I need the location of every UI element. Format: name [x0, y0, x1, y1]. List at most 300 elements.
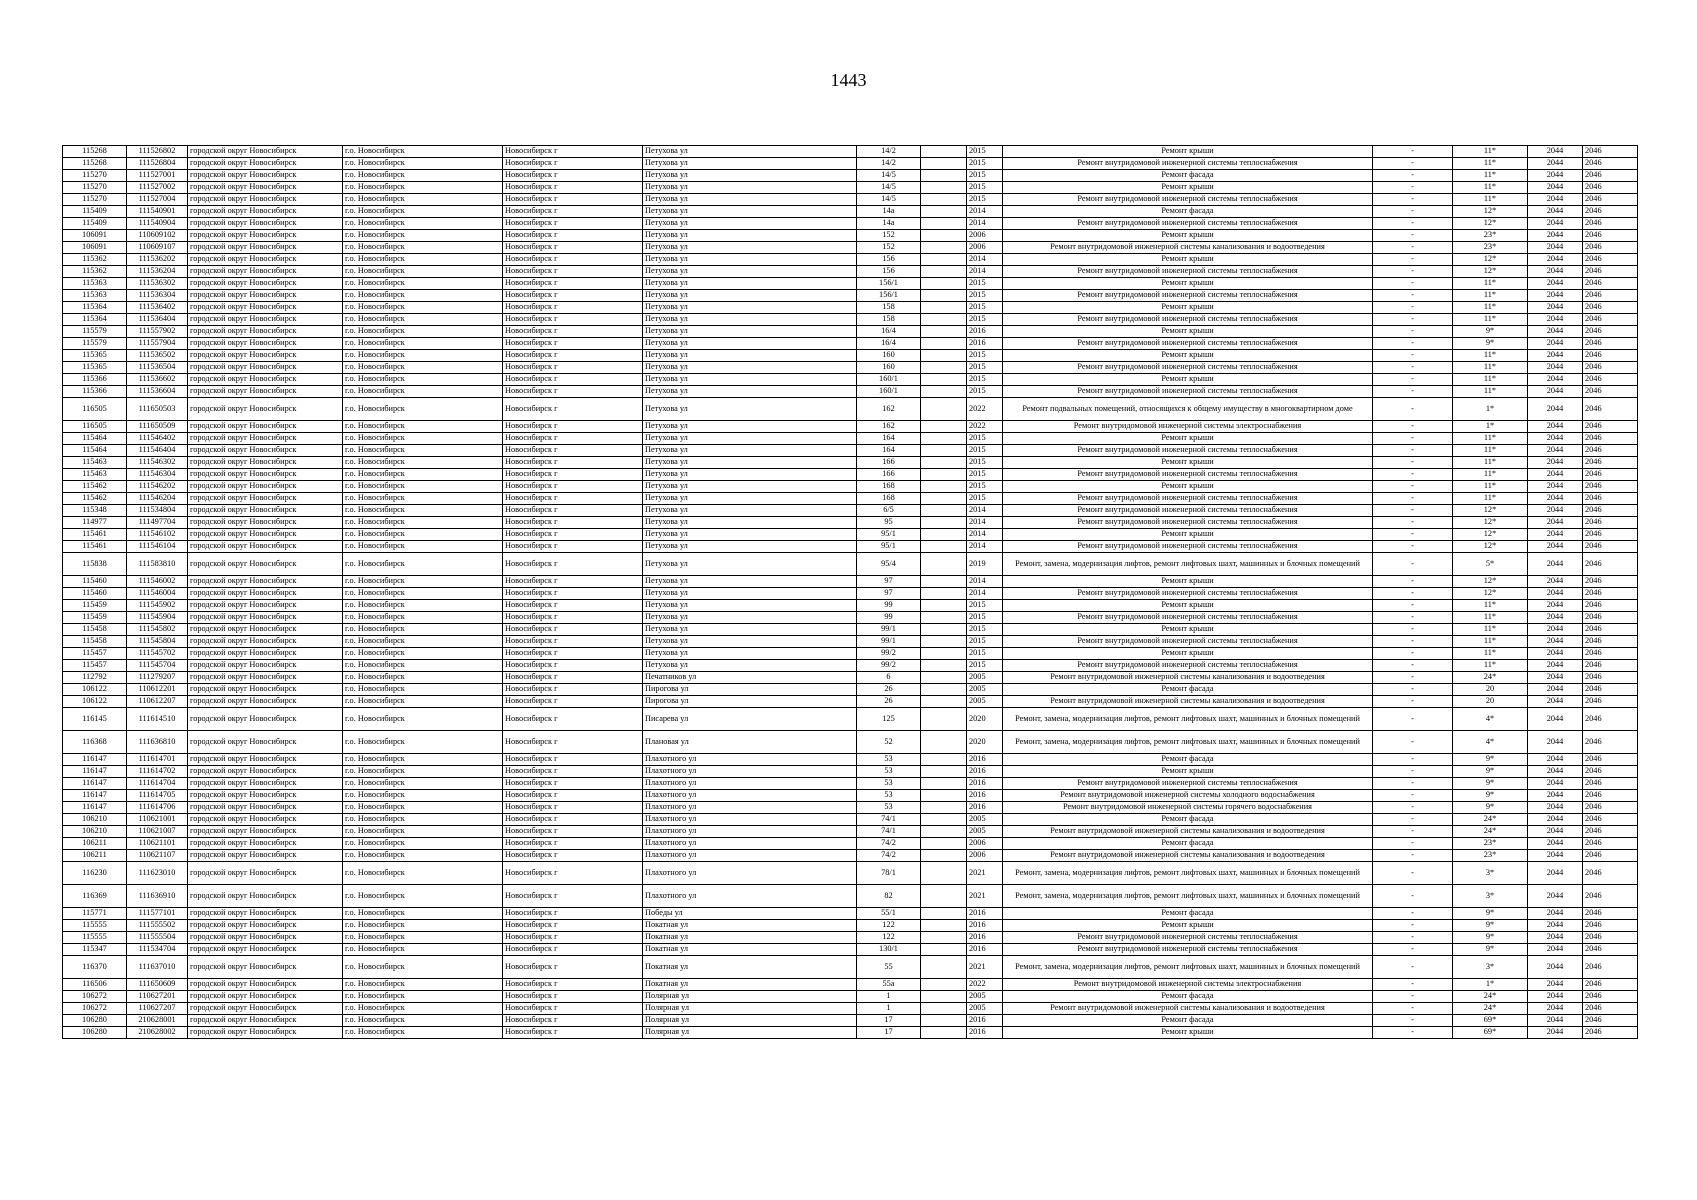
- blank-cell: [921, 302, 967, 314]
- year-cell: 2016: [967, 778, 1003, 790]
- dash-cell: -: [1373, 206, 1453, 218]
- work-id-cell: 111526804: [127, 158, 188, 170]
- house-number-cell: 99: [857, 612, 921, 624]
- start-year-cell: 2044: [1528, 326, 1583, 338]
- table-row: [63, 230, 1638, 242]
- year-cell: 2014: [967, 218, 1003, 230]
- table-row: [63, 469, 1638, 481]
- start-year-cell: 2044: [1528, 350, 1583, 362]
- dash-cell: -: [1373, 979, 1453, 991]
- dash-cell: -: [1373, 826, 1453, 838]
- work-id-cell: 111536602: [127, 374, 188, 386]
- work-id-cell: 111614704: [127, 778, 188, 790]
- end-year-cell: 2046: [1583, 908, 1638, 920]
- capital-repair-table: [62, 145, 1638, 1039]
- end-year-cell: 2046: [1583, 517, 1638, 529]
- end-year-cell: 2046: [1583, 814, 1638, 826]
- end-year-cell: 2046: [1583, 338, 1638, 350]
- house-id-cell: 116369: [63, 885, 127, 908]
- street-cell: Плахотного ул: [643, 862, 857, 885]
- work-id-cell: 111536604: [127, 386, 188, 398]
- house-number-cell: 74/2: [857, 838, 921, 850]
- work-id-cell: 111546402: [127, 433, 188, 445]
- blank-cell: [921, 920, 967, 932]
- start-year-cell: 2044: [1528, 754, 1583, 766]
- age-cell: 24*: [1453, 991, 1528, 1003]
- street-cell: Петухова ул: [643, 182, 857, 194]
- year-cell: 2014: [967, 266, 1003, 278]
- dash-cell: -: [1373, 648, 1453, 660]
- work-id-cell: 111557904: [127, 338, 188, 350]
- district-cell: г.о. Новосибирск: [343, 660, 503, 672]
- settlement-cell: Новосибирск г: [503, 932, 643, 944]
- dash-cell: -: [1373, 457, 1453, 469]
- end-year-cell: 2046: [1583, 684, 1638, 696]
- year-cell: 2015: [967, 493, 1003, 505]
- settlement-cell: Новосибирск г: [503, 576, 643, 588]
- blank-cell: [921, 826, 967, 838]
- work-id-cell: 111623010: [127, 862, 188, 885]
- house-number-cell: 99/2: [857, 660, 921, 672]
- work-type-cell: Ремонт, замена, модернизация лифтов, ремонт лифтовых шахт, машинных и блочных помещений: [1003, 553, 1373, 576]
- work-type-cell: Ремонт крыши: [1003, 230, 1373, 242]
- year-cell: 2021: [967, 956, 1003, 979]
- blank-cell: [921, 529, 967, 541]
- municipality-cell: городской округ Новосибирск: [188, 991, 343, 1003]
- house-number-cell: 74/1: [857, 826, 921, 838]
- settlement-cell: Новосибирск г: [503, 433, 643, 445]
- settlement-cell: Новосибирск г: [503, 194, 643, 206]
- municipality-cell: городской округ Новосибирск: [188, 850, 343, 862]
- work-type-cell: Ремонт внутридомовой инженерной системы теплоснабжения: [1003, 362, 1373, 374]
- municipality-cell: городской округ Новосибирск: [188, 826, 343, 838]
- end-year-cell: 2046: [1583, 991, 1638, 1003]
- district-cell: г.о. Новосибирск: [343, 885, 503, 908]
- start-year-cell: 2044: [1528, 266, 1583, 278]
- blank-cell: [921, 696, 967, 708]
- start-year-cell: 2044: [1528, 290, 1583, 302]
- work-id-cell: 111650609: [127, 979, 188, 991]
- work-id-cell: 111614701: [127, 754, 188, 766]
- age-cell: 69*: [1453, 1015, 1528, 1027]
- dash-cell: -: [1373, 146, 1453, 158]
- start-year-cell: 2044: [1528, 862, 1583, 885]
- year-cell: 2015: [967, 182, 1003, 194]
- house-id-cell: 115362: [63, 254, 127, 266]
- work-id-cell: 111637010: [127, 956, 188, 979]
- street-cell: Петухова ул: [643, 194, 857, 206]
- blank-cell: [921, 648, 967, 660]
- end-year-cell: 2046: [1583, 920, 1638, 932]
- street-cell: Плахотного ул: [643, 790, 857, 802]
- table-row: [63, 457, 1638, 469]
- street-cell: Петухова ул: [643, 493, 857, 505]
- street-cell: Плахотного ул: [643, 778, 857, 790]
- year-cell: 2015: [967, 660, 1003, 672]
- street-cell: Петухова ул: [643, 362, 857, 374]
- municipality-cell: городской округ Новосибирск: [188, 194, 343, 206]
- district-cell: г.о. Новосибирск: [343, 374, 503, 386]
- street-cell: Петухова ул: [643, 600, 857, 612]
- house-number-cell: 55а: [857, 979, 921, 991]
- house-number-cell: 16/4: [857, 338, 921, 350]
- dash-cell: -: [1373, 862, 1453, 885]
- blank-cell: [921, 290, 967, 302]
- table-row: [63, 314, 1638, 326]
- street-cell: Печатников ул: [643, 672, 857, 684]
- work-id-cell: 111555504: [127, 932, 188, 944]
- start-year-cell: 2044: [1528, 576, 1583, 588]
- year-cell: 2016: [967, 1027, 1003, 1039]
- house-number-cell: 152: [857, 230, 921, 242]
- blank-cell: [921, 731, 967, 754]
- settlement-cell: Новосибирск г: [503, 493, 643, 505]
- table-row: [63, 158, 1638, 170]
- dash-cell: -: [1373, 588, 1453, 600]
- blank-cell: [921, 362, 967, 374]
- district-cell: г.о. Новосибирск: [343, 398, 503, 421]
- dash-cell: -: [1373, 624, 1453, 636]
- dash-cell: -: [1373, 398, 1453, 421]
- street-cell: Полярная ул: [643, 991, 857, 1003]
- age-cell: 11*: [1453, 386, 1528, 398]
- house-id-cell: 115363: [63, 278, 127, 290]
- work-type-cell: Ремонт крыши: [1003, 350, 1373, 362]
- year-cell: 2015: [967, 648, 1003, 660]
- age-cell: 24*: [1453, 672, 1528, 684]
- settlement-cell: Новосибирск г: [503, 529, 643, 541]
- settlement-cell: Новосибирск г: [503, 636, 643, 648]
- age-cell: 23*: [1453, 850, 1528, 862]
- house-number-cell: 95: [857, 517, 921, 529]
- street-cell: Петухова ул: [643, 505, 857, 517]
- house-number-cell: 1: [857, 991, 921, 1003]
- street-cell: Покатная ул: [643, 920, 857, 932]
- work-type-cell: Ремонт фасада: [1003, 1015, 1373, 1027]
- district-cell: г.о. Новосибирск: [343, 493, 503, 505]
- end-year-cell: 2046: [1583, 170, 1638, 182]
- start-year-cell: 2044: [1528, 708, 1583, 731]
- year-cell: 2014: [967, 517, 1003, 529]
- blank-cell: [921, 600, 967, 612]
- municipality-cell: городской округ Новосибирск: [188, 766, 343, 778]
- house-id-cell: 106122: [63, 696, 127, 708]
- street-cell: Петухова ул: [643, 553, 857, 576]
- blank-cell: [921, 230, 967, 242]
- street-cell: Петухова ул: [643, 612, 857, 624]
- work-id-cell: 111546104: [127, 541, 188, 553]
- district-cell: г.о. Новосибирск: [343, 242, 503, 254]
- work-id-cell: 111545804: [127, 636, 188, 648]
- work-id-cell: 111614705: [127, 790, 188, 802]
- dash-cell: -: [1373, 541, 1453, 553]
- dash-cell: -: [1373, 194, 1453, 206]
- work-id-cell: 210628002: [127, 1027, 188, 1039]
- end-year-cell: 2046: [1583, 206, 1638, 218]
- year-cell: 2015: [967, 433, 1003, 445]
- start-year-cell: 2044: [1528, 445, 1583, 457]
- settlement-cell: Новосибирск г: [503, 778, 643, 790]
- district-cell: г.о. Новосибирск: [343, 814, 503, 826]
- work-type-cell: Ремонт фасада: [1003, 754, 1373, 766]
- table-row: [63, 170, 1638, 182]
- blank-cell: [921, 505, 967, 517]
- house-id-cell: 116145: [63, 708, 127, 731]
- settlement-cell: Новосибирск г: [503, 206, 643, 218]
- municipality-cell: городской округ Новосибирск: [188, 170, 343, 182]
- house-number-cell: 55/1: [857, 908, 921, 920]
- settlement-cell: Новосибирск г: [503, 766, 643, 778]
- work-type-cell: Ремонт внутридомовой инженерной системы теплоснабжения: [1003, 541, 1373, 553]
- municipality-cell: городской округ Новосибирск: [188, 469, 343, 481]
- table-row: [63, 802, 1638, 814]
- municipality-cell: городской округ Новосибирск: [188, 696, 343, 708]
- district-cell: г.о. Новосибирск: [343, 218, 503, 230]
- end-year-cell: 2046: [1583, 850, 1638, 862]
- age-cell: 11*: [1453, 457, 1528, 469]
- dash-cell: -: [1373, 1027, 1453, 1039]
- house-id-cell: 115409: [63, 218, 127, 230]
- district-cell: г.о. Новосибирск: [343, 206, 503, 218]
- district-cell: г.о. Новосибирск: [343, 991, 503, 1003]
- age-cell: 12*: [1453, 505, 1528, 517]
- dash-cell: -: [1373, 386, 1453, 398]
- settlement-cell: Новосибирск г: [503, 920, 643, 932]
- table-row: [63, 612, 1638, 624]
- district-cell: г.о. Новосибирск: [343, 230, 503, 242]
- start-year-cell: 2044: [1528, 766, 1583, 778]
- house-id-cell: 114977: [63, 517, 127, 529]
- blank-cell: [921, 991, 967, 1003]
- district-cell: г.о. Новосибирск: [343, 278, 503, 290]
- blank-cell: [921, 754, 967, 766]
- start-year-cell: 2044: [1528, 242, 1583, 254]
- end-year-cell: 2046: [1583, 790, 1638, 802]
- end-year-cell: 2046: [1583, 731, 1638, 754]
- street-cell: Петухова ул: [643, 648, 857, 660]
- work-id-cell: 111583810: [127, 553, 188, 576]
- end-year-cell: 2046: [1583, 588, 1638, 600]
- dash-cell: -: [1373, 230, 1453, 242]
- work-id-cell: 111577101: [127, 908, 188, 920]
- year-cell: 2015: [967, 636, 1003, 648]
- start-year-cell: 2044: [1528, 624, 1583, 636]
- municipality-cell: городской округ Новосибирск: [188, 206, 343, 218]
- municipality-cell: городской округ Новосибирск: [188, 362, 343, 374]
- municipality-cell: городской округ Новосибирск: [188, 1003, 343, 1015]
- house-id-cell: 106211: [63, 850, 127, 862]
- table-row: [63, 290, 1638, 302]
- work-type-cell: Ремонт крыши: [1003, 624, 1373, 636]
- house-number-cell: 164: [857, 445, 921, 457]
- start-year-cell: 2044: [1528, 314, 1583, 326]
- end-year-cell: 2046: [1583, 553, 1638, 576]
- table-row: [63, 302, 1638, 314]
- work-id-cell: 111526802: [127, 146, 188, 158]
- municipality-cell: городской округ Новосибирск: [188, 778, 343, 790]
- municipality-cell: городской округ Новосибирск: [188, 386, 343, 398]
- start-year-cell: 2044: [1528, 1015, 1583, 1027]
- end-year-cell: 2046: [1583, 493, 1638, 505]
- house-number-cell: 156: [857, 254, 921, 266]
- table-row: [63, 636, 1638, 648]
- house-id-cell: 106210: [63, 814, 127, 826]
- district-cell: г.о. Новосибирск: [343, 708, 503, 731]
- work-type-cell: Ремонт внутридомовой инженерной системы канализования и водоотведения: [1003, 672, 1373, 684]
- work-id-cell: 111536202: [127, 254, 188, 266]
- street-cell: Петухова ул: [643, 386, 857, 398]
- blank-cell: [921, 1027, 967, 1039]
- house-id-cell: 115268: [63, 146, 127, 158]
- settlement-cell: Новосибирск г: [503, 648, 643, 660]
- age-cell: 11*: [1453, 624, 1528, 636]
- start-year-cell: 2044: [1528, 731, 1583, 754]
- work-type-cell: Ремонт внутридомовой инженерной системы теплоснабжения: [1003, 445, 1373, 457]
- district-cell: г.о. Новосибирск: [343, 445, 503, 457]
- municipality-cell: городской округ Новосибирск: [188, 1015, 343, 1027]
- settlement-cell: Новосибирск г: [503, 254, 643, 266]
- work-id-cell: 111536304: [127, 290, 188, 302]
- settlement-cell: Новосибирск г: [503, 230, 643, 242]
- house-id-cell: 115348: [63, 505, 127, 517]
- table-row: [63, 1015, 1638, 1027]
- end-year-cell: 2046: [1583, 708, 1638, 731]
- municipality-cell: городской округ Новосибирск: [188, 254, 343, 266]
- street-cell: Плахотного ул: [643, 766, 857, 778]
- street-cell: Петухова ул: [643, 278, 857, 290]
- settlement-cell: Новосибирск г: [503, 421, 643, 433]
- dash-cell: -: [1373, 991, 1453, 1003]
- end-year-cell: 2046: [1583, 612, 1638, 624]
- blank-cell: [921, 146, 967, 158]
- district-cell: г.о. Новосибирск: [343, 802, 503, 814]
- table-row: [63, 885, 1638, 908]
- street-cell: Петухова ул: [643, 230, 857, 242]
- work-id-cell: 110612207: [127, 696, 188, 708]
- dash-cell: -: [1373, 956, 1453, 979]
- year-cell: 2015: [967, 600, 1003, 612]
- house-id-cell: 106280: [63, 1027, 127, 1039]
- blank-cell: [921, 932, 967, 944]
- street-cell: Петухова ул: [643, 445, 857, 457]
- settlement-cell: Новосибирск г: [503, 326, 643, 338]
- dash-cell: -: [1373, 421, 1453, 433]
- municipality-cell: городской округ Новосибирск: [188, 838, 343, 850]
- table-row: [63, 862, 1638, 885]
- street-cell: Петухова ул: [643, 541, 857, 553]
- settlement-cell: Новосибирск г: [503, 350, 643, 362]
- district-cell: г.о. Новосибирск: [343, 505, 503, 517]
- house-id-cell: 115464: [63, 445, 127, 457]
- end-year-cell: 2046: [1583, 766, 1638, 778]
- house-number-cell: 156/1: [857, 290, 921, 302]
- settlement-cell: Новосибирск г: [503, 469, 643, 481]
- year-cell: 2006: [967, 838, 1003, 850]
- settlement-cell: Новосибирск г: [503, 290, 643, 302]
- table-row: [63, 266, 1638, 278]
- table-row: [63, 481, 1638, 493]
- year-cell: 2016: [967, 802, 1003, 814]
- settlement-cell: Новосибирск г: [503, 885, 643, 908]
- municipality-cell: городской округ Новосибирск: [188, 445, 343, 457]
- work-id-cell: 111497704: [127, 517, 188, 529]
- street-cell: Петухова ул: [643, 529, 857, 541]
- house-id-cell: 115462: [63, 481, 127, 493]
- district-cell: г.о. Новосибирск: [343, 624, 503, 636]
- municipality-cell: городской округ Новосибирск: [188, 481, 343, 493]
- end-year-cell: 2046: [1583, 660, 1638, 672]
- age-cell: 4*: [1453, 731, 1528, 754]
- dash-cell: -: [1373, 1015, 1453, 1027]
- work-id-cell: 111527002: [127, 182, 188, 194]
- work-id-cell: 111536302: [127, 278, 188, 290]
- work-id-cell: 111650509: [127, 421, 188, 433]
- year-cell: 2014: [967, 588, 1003, 600]
- blank-cell: [921, 314, 967, 326]
- table-row: [63, 944, 1638, 956]
- house-number-cell: 14/5: [857, 182, 921, 194]
- work-type-cell: Ремонт внутридомовой инженерной системы горячего водоснабжения: [1003, 802, 1373, 814]
- table-row: [63, 991, 1638, 1003]
- work-id-cell: 111527001: [127, 170, 188, 182]
- blank-cell: [921, 517, 967, 529]
- municipality-cell: городской округ Новосибирск: [188, 517, 343, 529]
- age-cell: 23*: [1453, 230, 1528, 242]
- house-number-cell: 160/1: [857, 386, 921, 398]
- blank-cell: [921, 350, 967, 362]
- work-type-cell: Ремонт крыши: [1003, 374, 1373, 386]
- dash-cell: -: [1373, 1003, 1453, 1015]
- district-cell: г.о. Новосибирск: [343, 433, 503, 445]
- start-year-cell: 2044: [1528, 838, 1583, 850]
- age-cell: 11*: [1453, 600, 1528, 612]
- dash-cell: -: [1373, 314, 1453, 326]
- municipality-cell: городской округ Новосибирск: [188, 493, 343, 505]
- work-id-cell: 111546302: [127, 457, 188, 469]
- year-cell: 2015: [967, 457, 1003, 469]
- year-cell: 2015: [967, 350, 1003, 362]
- house-number-cell: 152: [857, 242, 921, 254]
- house-id-cell: 116370: [63, 956, 127, 979]
- blank-cell: [921, 457, 967, 469]
- age-cell: 24*: [1453, 814, 1528, 826]
- start-year-cell: 2044: [1528, 979, 1583, 991]
- work-id-cell: 110609102: [127, 230, 188, 242]
- municipality-cell: городской округ Новосибирск: [188, 932, 343, 944]
- district-cell: г.о. Новосибирск: [343, 600, 503, 612]
- blank-cell: [921, 386, 967, 398]
- year-cell: 2019: [967, 553, 1003, 576]
- start-year-cell: 2044: [1528, 600, 1583, 612]
- district-cell: г.о. Новосибирск: [343, 517, 503, 529]
- age-cell: 11*: [1453, 660, 1528, 672]
- end-year-cell: 2046: [1583, 1003, 1638, 1015]
- street-cell: Петухова ул: [643, 254, 857, 266]
- work-id-cell: 110621007: [127, 826, 188, 838]
- municipality-cell: городской округ Новосибирск: [188, 754, 343, 766]
- dash-cell: -: [1373, 266, 1453, 278]
- table-row: [63, 576, 1638, 588]
- table-row: [63, 493, 1638, 505]
- table-row: [63, 1027, 1638, 1039]
- blank-cell: [921, 433, 967, 445]
- dash-cell: -: [1373, 493, 1453, 505]
- house-id-cell: 115363: [63, 290, 127, 302]
- work-id-cell: 111546002: [127, 576, 188, 588]
- house-id-cell: 115365: [63, 362, 127, 374]
- table-row: [63, 672, 1638, 684]
- start-year-cell: 2044: [1528, 505, 1583, 517]
